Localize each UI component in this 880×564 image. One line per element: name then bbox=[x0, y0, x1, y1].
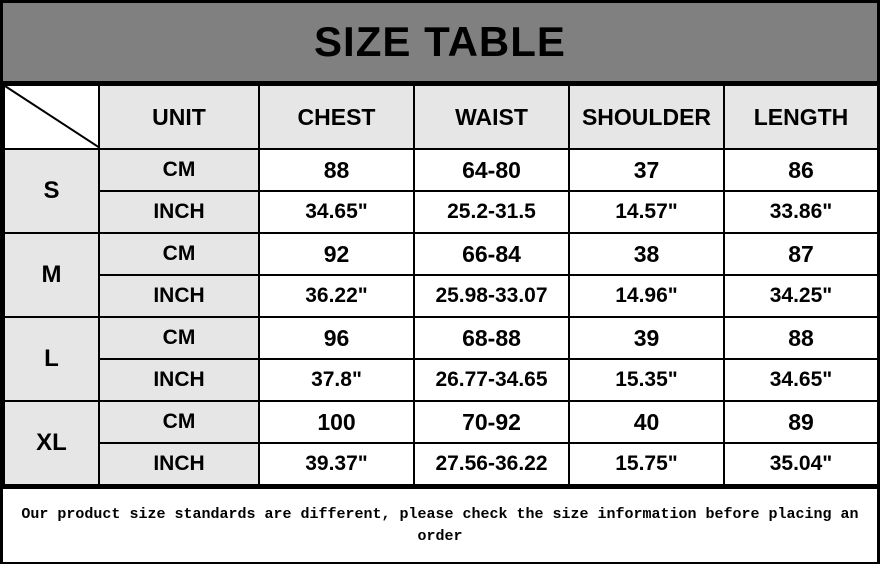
shoulder-value: 38 bbox=[569, 233, 724, 275]
length-value: 88 bbox=[724, 317, 878, 359]
waist-value: 70-92 bbox=[414, 401, 569, 443]
length-value: 35.04" bbox=[724, 443, 878, 485]
chest-value: 88 bbox=[259, 149, 414, 191]
chest-value: 100 bbox=[259, 401, 414, 443]
corner-diagonal-cell bbox=[4, 85, 99, 149]
waist-value: 25.2-31.5 bbox=[414, 191, 569, 233]
title-bar bbox=[3, 3, 877, 84]
shoulder-value: 14.57" bbox=[569, 191, 724, 233]
length-value: 86 bbox=[724, 149, 878, 191]
unit-cell-cm: CM bbox=[99, 317, 259, 359]
size-table bbox=[3, 84, 879, 486]
shoulder-value: 15.35" bbox=[569, 359, 724, 401]
unit-cell-inch: INCH bbox=[99, 359, 259, 401]
table-row bbox=[4, 359, 878, 401]
shoulder-value: 39 bbox=[569, 317, 724, 359]
table-row bbox=[4, 275, 878, 317]
shoulder-value: 14.96" bbox=[569, 275, 724, 317]
length-value: 89 bbox=[724, 401, 878, 443]
column-header-chest: CHEST bbox=[259, 85, 414, 149]
length-value: 33.86" bbox=[724, 191, 878, 233]
table-row bbox=[4, 317, 878, 359]
chest-value: 96 bbox=[259, 317, 414, 359]
size-label-m: M bbox=[4, 233, 99, 317]
chest-value: 36.22" bbox=[259, 275, 414, 317]
waist-value: 27.56-36.22 bbox=[414, 443, 569, 485]
footer-note-area bbox=[3, 486, 877, 562]
column-header-unit: UNIT bbox=[99, 85, 259, 149]
table-body bbox=[4, 149, 878, 485]
length-value: 34.65" bbox=[724, 359, 878, 401]
table-row bbox=[4, 443, 878, 485]
table-row bbox=[4, 233, 878, 275]
chest-value: 39.37" bbox=[259, 443, 414, 485]
chest-value: 37.8" bbox=[259, 359, 414, 401]
unit-cell-inch: INCH bbox=[99, 191, 259, 233]
table-row bbox=[4, 191, 878, 233]
waist-value: 26.77-34.65 bbox=[414, 359, 569, 401]
footer-note: Our product size standards are different, please check the size information before placing an order bbox=[21, 505, 859, 545]
size-label-s: S bbox=[4, 149, 99, 233]
column-header-waist: WAIST bbox=[414, 85, 569, 149]
header-row bbox=[4, 85, 878, 149]
shoulder-value: 37 bbox=[569, 149, 724, 191]
chest-value: 34.65" bbox=[259, 191, 414, 233]
size-label-l: L bbox=[4, 317, 99, 401]
length-value: 34.25" bbox=[724, 275, 878, 317]
diagonal-line-icon bbox=[5, 86, 99, 148]
table-header bbox=[4, 85, 878, 149]
waist-value: 66-84 bbox=[414, 233, 569, 275]
column-header-length: LENGTH bbox=[724, 85, 878, 149]
page-title: SIZE TABLE bbox=[314, 18, 566, 65]
chest-value: 92 bbox=[259, 233, 414, 275]
unit-cell-cm: CM bbox=[99, 401, 259, 443]
waist-value: 25.98-33.07 bbox=[414, 275, 569, 317]
unit-cell-inch: INCH bbox=[99, 275, 259, 317]
waist-value: 68-88 bbox=[414, 317, 569, 359]
unit-cell-cm: CM bbox=[99, 233, 259, 275]
shoulder-value: 15.75" bbox=[569, 443, 724, 485]
size-label-xl: XL bbox=[4, 401, 99, 485]
column-header-shoulder: SHOULDER bbox=[569, 85, 724, 149]
table-row bbox=[4, 149, 878, 191]
unit-cell-inch: INCH bbox=[99, 443, 259, 485]
table-row bbox=[4, 401, 878, 443]
length-value: 87 bbox=[724, 233, 878, 275]
unit-cell-cm: CM bbox=[99, 149, 259, 191]
waist-value: 64-80 bbox=[414, 149, 569, 191]
shoulder-value: 40 bbox=[569, 401, 724, 443]
